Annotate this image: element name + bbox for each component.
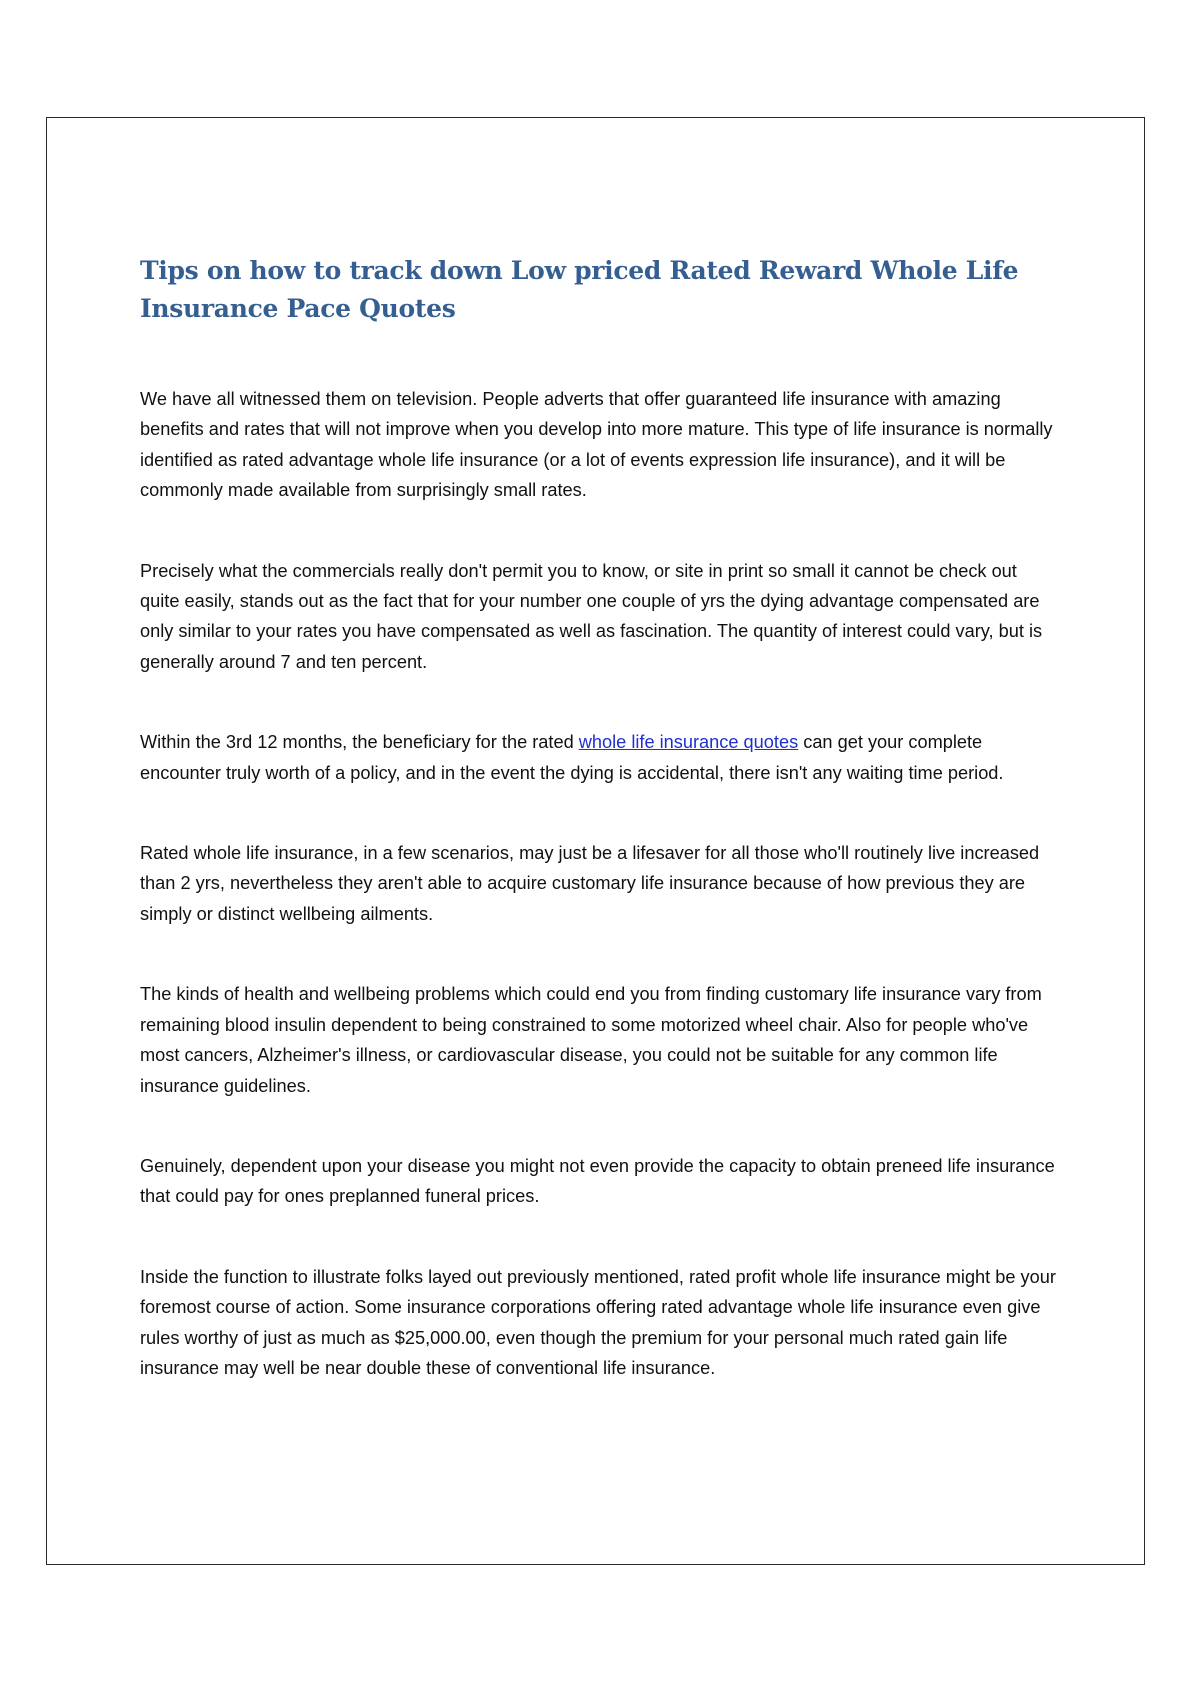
paragraph-6: Genuinely, dependent upon your disease you might not even provide the capacity to obtain preneed life insurance that could pay for ones preplanned funeral prices. xyxy=(140,1155,1055,1207)
paragraph-1: We have all witnessed them on television. People adverts that offer guaranteed life insurance with amazing benefits and rates that will not improve when you develop into more mature. This type of life insurance is normally identified as rated advantage whole life insurance (or a lot of events expression life insurance), and it will be commonly made available from surprisingly small rates. xyxy=(140,389,1053,501)
paragraph-5: The kinds of health and wellbeing problems which could end you from finding customary life insurance vary from remaining blood insulin dependent to being constrained to some motorized wheel chair. Also for people who've most cancers, Alzheimer's illness, or cardiovascular disease, you could not be suitable for any common life insurance guidelines. xyxy=(140,984,1042,1096)
paragraph-7: Inside the function to illustrate folks layed out previously mentioned, rated profit whole life insurance might be your foremost course of action. Some insurance corporations offering rated advantage whole life insurance even give rules worthy of just as much as $25,000.00, even though the premium for your personal much rated gain life insurance may well be near double these of conventional life insurance. xyxy=(140,1266,1056,1378)
paragraph-3 xyxy=(140,727,1060,788)
paragraph-2: Precisely what the commercials really don't permit you to know, or site in print so small it cannot be check out quite easily, stands out as the fact that for your number one couple of yrs the dying advantage compensated are only similar to your rates you have compensated as well as fascination. The quantity of interest could vary, but is generally around 7 and ten percent. xyxy=(140,560,1043,672)
paragraph-4: Rated whole life insurance, in a few scenarios, may just be a lifesaver for all those who'll routinely live increased than 2 yrs, nevertheless they aren't able to acquire customary life insurance because of how previous they are simply or distinct wellbeing ailments. xyxy=(140,843,1040,924)
document-content xyxy=(140,252,1060,1433)
paragraph-3-text-before: Within the 3rd 12 months, the beneficiary for the rated xyxy=(140,732,579,753)
paragraph-3-text-after: can get your complete encounter truly worth of a policy, and in the event the dying is accidental, there isn't any waiting time period. xyxy=(140,732,1004,783)
document-body xyxy=(140,384,1060,1383)
document-title: Tips on how to track down Low priced Rated Reward Whole Life Insurance Pace Quotes xyxy=(140,256,1019,323)
whole-life-insurance-quotes-link[interactable]: whole life insurance quotes xyxy=(578,732,799,753)
